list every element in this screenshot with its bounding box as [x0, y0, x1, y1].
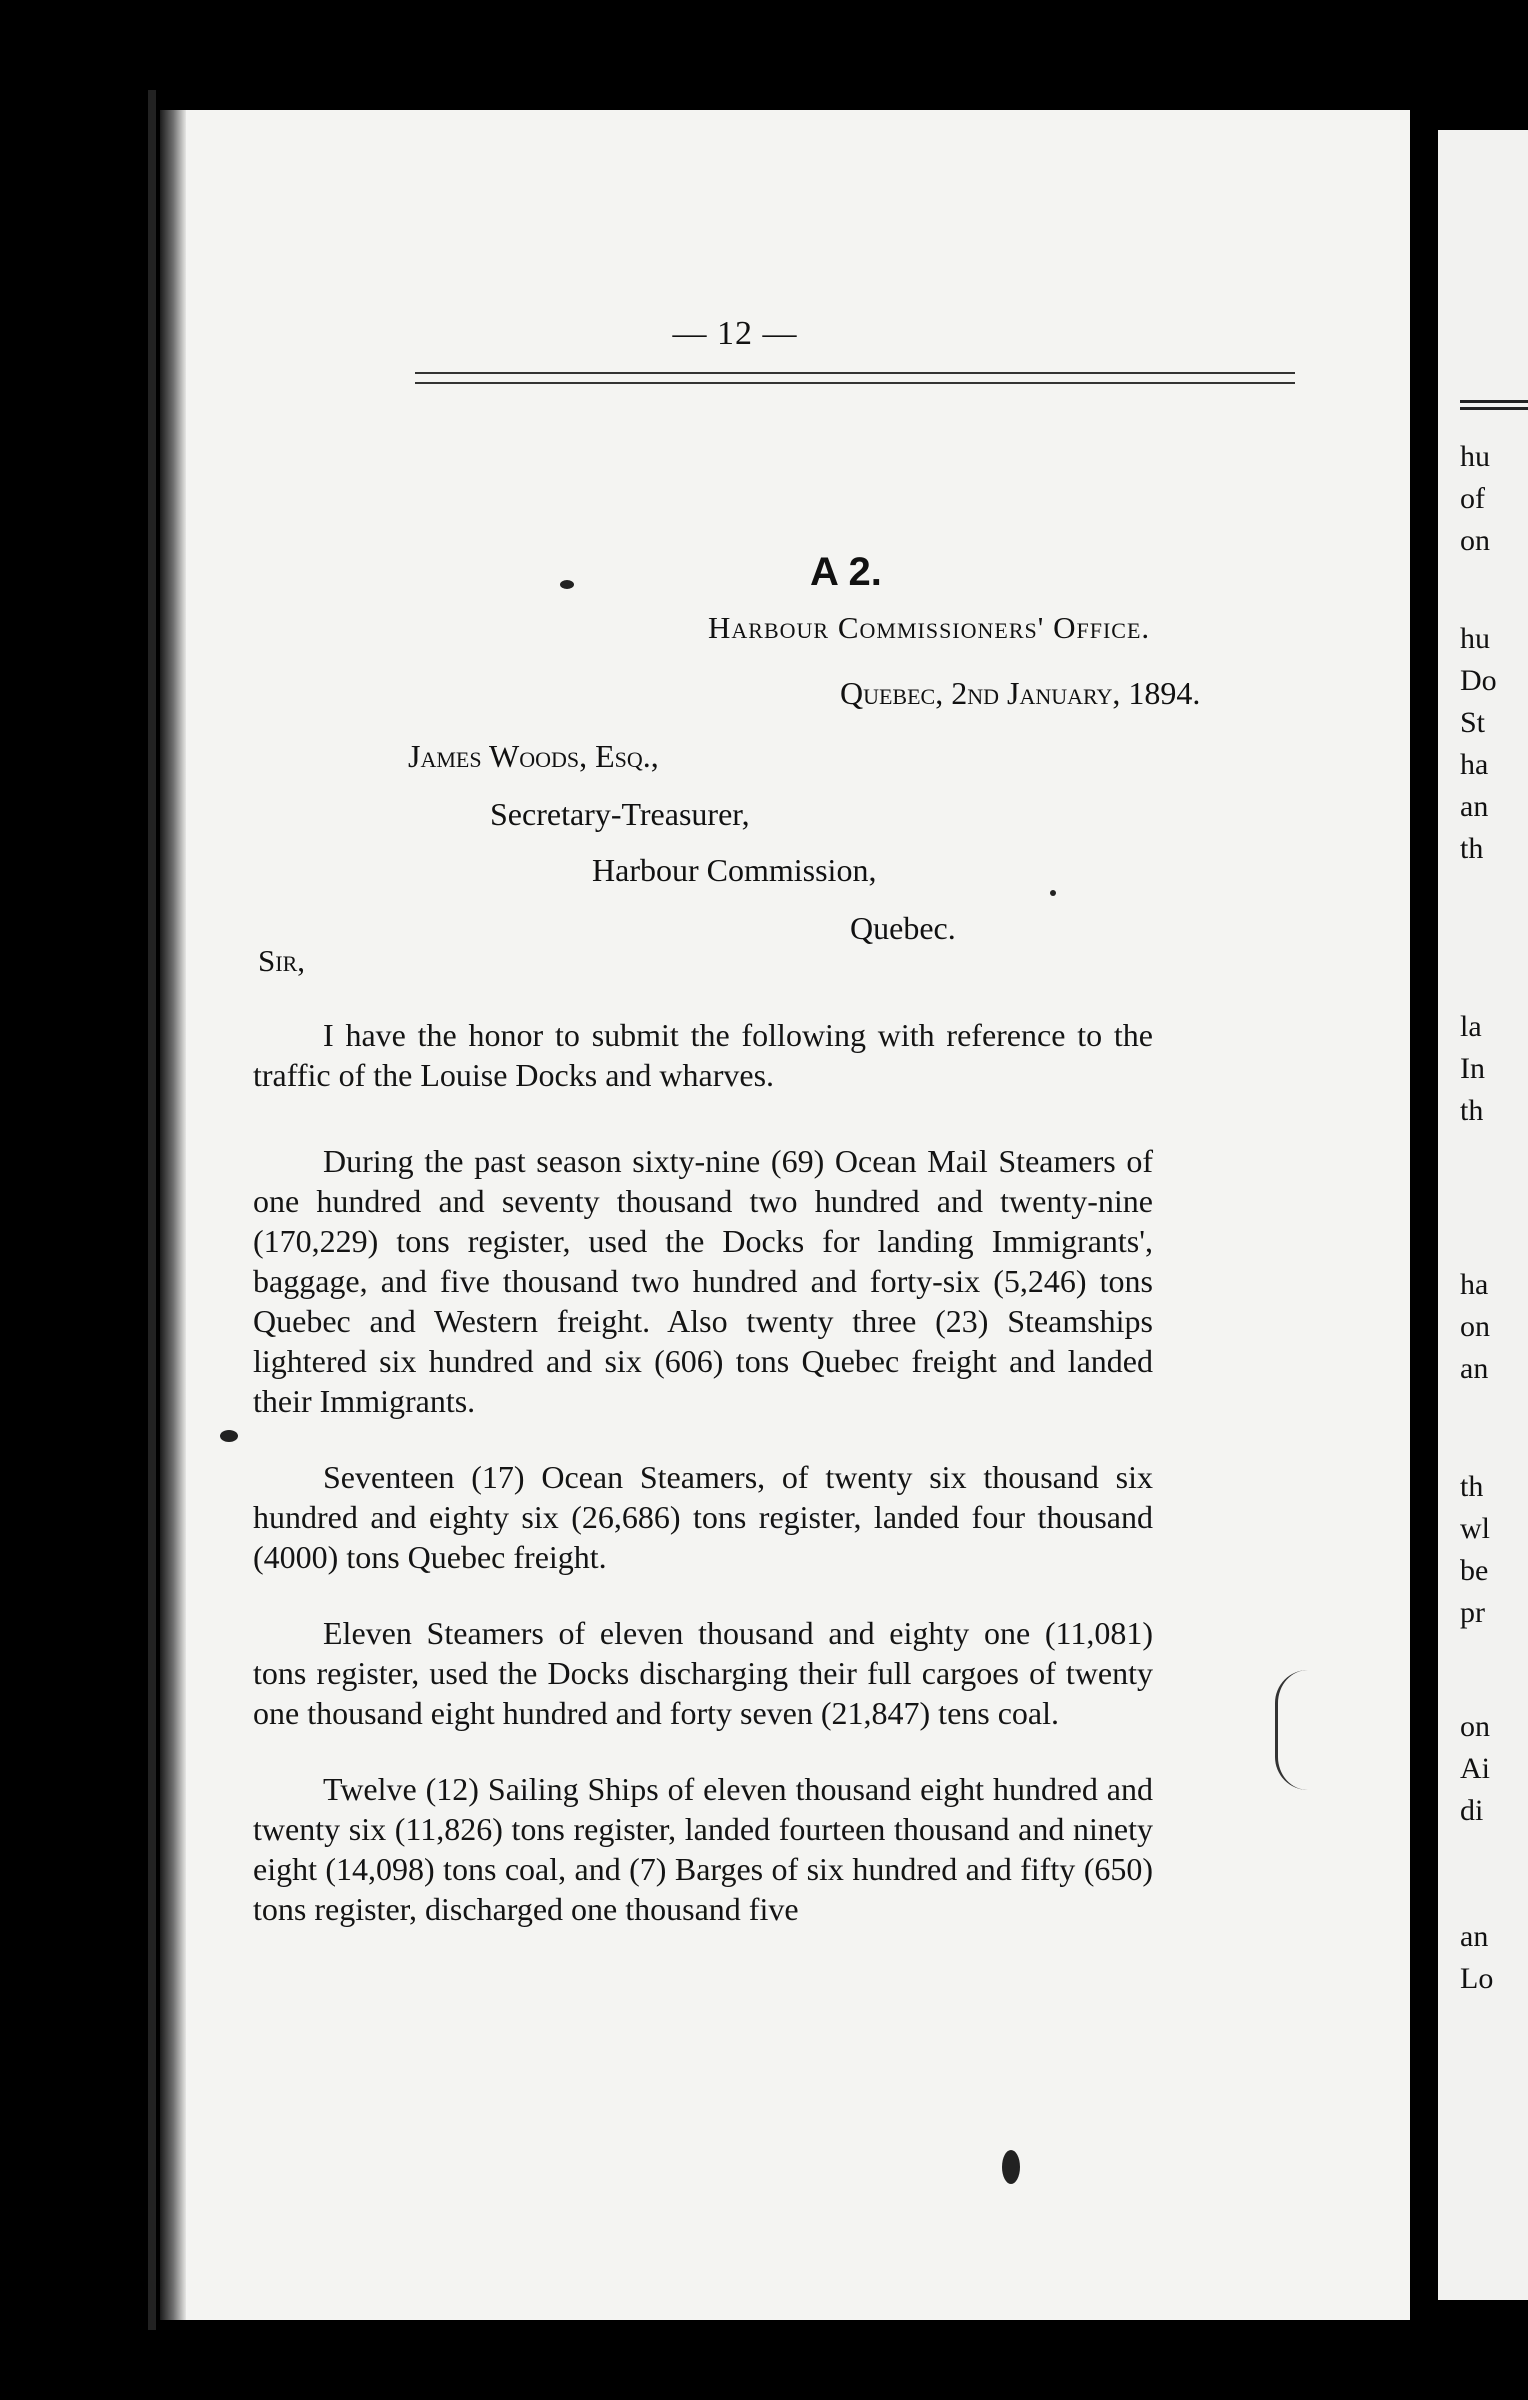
binding-edge: [148, 90, 156, 2330]
adjacent-text-fragment: Lo: [1460, 1962, 1494, 1995]
adjacent-text-fragment: di: [1460, 1794, 1484, 1827]
document-page: [160, 110, 1410, 2320]
adjacent-text-fragment: wl: [1460, 1512, 1490, 1545]
header-rule: [415, 372, 1295, 384]
adjacent-text-fragment: pr: [1460, 1596, 1485, 1629]
ink-speck: [220, 1430, 238, 1442]
address-city: Quebec.: [850, 910, 956, 946]
adjacent-text-fragment: In: [1460, 1052, 1485, 1085]
dateline-text: Quebec, 2nd January, 1894.: [840, 675, 1201, 711]
adjacent-text-fragment: hu: [1460, 440, 1490, 473]
adjacent-text-fragment: th: [1460, 832, 1484, 865]
address-organisation: Harbour Commission,: [592, 852, 877, 888]
adjacent-text-fragment: la: [1460, 1010, 1482, 1043]
adjacent-text-fragment: th: [1460, 1094, 1484, 1127]
adjacent-text-fragment: on: [1460, 524, 1490, 557]
adjacent-text-fragment: on: [1460, 1310, 1490, 1343]
salutation: Sir,: [258, 943, 305, 978]
paragraph-3: Seventeen (17) Ocean Steamers, of twenty six thousand six hundred and eighty six (26,686) tons register, landed four thousand (4000) tons Quebec freight.: [253, 1459, 1153, 1575]
address-title: Secretary-Treasurer,: [490, 796, 750, 832]
address-name: James Woods, Esq.,: [408, 738, 659, 774]
page-number-text: — 12 —: [672, 315, 798, 352]
adjacent-text-fragment: hu: [1460, 622, 1490, 655]
adjacent-text-fragment: an: [1460, 790, 1489, 823]
ink-speck: [1002, 2150, 1020, 2184]
paragraph-1: I have the honor to submit the following with reference to the traffic of the Louise Docks and wharves.: [253, 1017, 1153, 1093]
paragraph-2: During the past season sixty-nine (69) Ocean Mail Steamers of one hundred and seventy thousand two hundred and twenty-nine (170,229) tons register, used the Docks for landing Immigrants', baggage, and five thousand two hundred and forty-six (5,246) tons Quebec and Western freight. Also twenty three (23) Steamships lightered six hundred and six (606) tons Quebec freight and landed their Immigrants.: [253, 1143, 1153, 1419]
adjacent-text-fragment: Do: [1460, 664, 1497, 697]
ink-speck: [1050, 890, 1056, 896]
adjacent-text-fragment: ha: [1460, 1268, 1489, 1301]
paragraph-5: Twelve (12) Sailing Ships of eleven thousand eight hundred and twenty six (11,826) tons register, landed fourteen thousand and ninety eight (14,098) tons coal, and (7) Barges of six hundred and fifty (650) tons register, discharged one thousand five: [253, 1771, 1153, 1927]
paragraph-4: Eleven Steamers of eleven thousand and eighty one (11,081) tons register, used the Docks discharging their full cargoes of twenty one thousand eight hundred and forty seven (21,847) tens coal.: [253, 1615, 1153, 1731]
ink-speck: [560, 580, 574, 589]
adjacent-text-fragment: be: [1460, 1554, 1489, 1587]
adjacent-text-fragment: St: [1460, 706, 1486, 739]
adjacent-page-edge: [1438, 130, 1528, 2300]
page-gutter: [160, 110, 186, 2320]
page-number: [160, 315, 1410, 353]
margin-bracket-mark: [1275, 1670, 1308, 1790]
adjacent-text-fragment: ha: [1460, 748, 1489, 781]
adjacent-text-fragment: Ai: [1460, 1752, 1490, 1785]
adjacent-text-fragment: of: [1460, 482, 1485, 515]
adjacent-text-fragment: an: [1460, 1920, 1489, 1953]
adjacent-page-rule: [1460, 400, 1528, 410]
dateline: [840, 675, 1200, 712]
office-heading: Harbour Commissioners' Office.: [708, 610, 1151, 645]
letter-body: [253, 1015, 1153, 1965]
adjacent-text-fragment: on: [1460, 1710, 1490, 1743]
adjacent-text-fragment: th: [1460, 1470, 1484, 1503]
section-title: A 2.: [810, 550, 882, 594]
adjacent-text-fragment: an: [1460, 1352, 1489, 1385]
